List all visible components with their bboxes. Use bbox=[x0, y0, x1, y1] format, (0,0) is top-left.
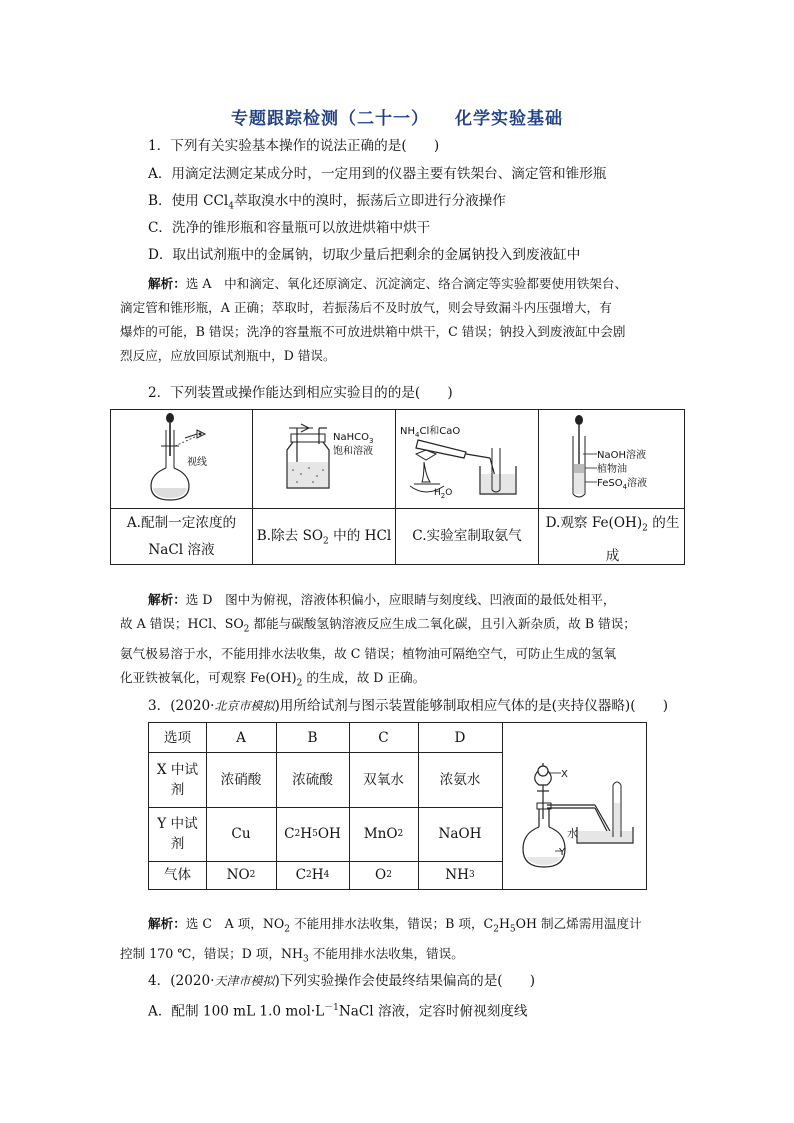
q3-row-gas-label: 气体 bbox=[163, 867, 192, 883]
q2-explanation: 解析：选 D 图中为俯视，溶液体积偏小，应眼睛与刻度线、凹液面的最低处相平， 故 A 错误；HCl、$SO_2$ 都能与碳酸氢钠溶液反应生成二氧化碳，且引入新杂质，故 B 错误； 氨气极易溶于水，不能用排水法收集，故 C 错误；植物油可隔绝空气，可防止生成的氢氧 化亚铁被氧化，可观察 $Fe(OH)_2$ 的生成，故 D 正确。 bbox=[120, 592, 636, 689]
figure-c-ammonia-setup bbox=[396, 410, 538, 508]
q3-cell-y-d: NaOH bbox=[438, 826, 482, 842]
q1-explanation: 解析：选 A 中和滴定、氧化还原滴定、沉淀滴定、络合滴定等实验都要使用铁架台、 滴定管和锥形瓶，A 正确；萃取时，若振荡后不及时放气，则会导致漏斗内压强增大，有 爆炸的可能，B 错误；洗净的容量瓶不可放进烘箱中烘干，C 错误；钠投入到废液缸中会剧 烈反应，应放回原试剂瓶中，D 错误。 bbox=[120, 276, 628, 363]
q2-stem: 2．下列装置或操作能达到相应实验目的的是( ) bbox=[148, 385, 453, 401]
q3-fig-label-x: X bbox=[561, 769, 568, 780]
q3-table bbox=[148, 722, 647, 890]
q3-cell-gas-a: NO 2 bbox=[226, 867, 256, 883]
q1-option-a: A．用滴定法测定某成分时，一定用到的仪器主要有铁架台、滴定管和锥形瓶 bbox=[148, 166, 607, 182]
q3-cell-gas-c: O 2 bbox=[375, 867, 392, 883]
figure-b-label-saturated: 饱和溶液 bbox=[333, 446, 373, 457]
q3-cell-gas-b: C 2 H 4 bbox=[295, 867, 330, 883]
q2-caption-c: C.实验室制取氨气 bbox=[412, 528, 522, 544]
q2-caption-d: D.观察 $Fe(OH)_2$ 的生 成 bbox=[545, 515, 680, 564]
figure-b-label-nahco3: NaHCO$_3$ bbox=[333, 432, 374, 445]
q3-header-c: C bbox=[378, 729, 389, 746]
q3-apparatus-figure bbox=[503, 723, 646, 889]
figure-b-wash-bottle bbox=[253, 410, 395, 508]
q3-cell-x-a: 浓硝酸 bbox=[220, 771, 262, 788]
title-main: 专题跟踪检测（二十一） bbox=[231, 109, 429, 129]
q3-explanation: 解析：选 C A 项，$NO_2$ 不能用排水法收集，错误；B 项，$C_2H_5OH$ 制乙烯需用温度计 控制 170 ℃，错误；D 项，$NH_3$ 不能用排水法收集，错误。 bbox=[120, 916, 642, 965]
q3-cell-x-c: 双氧水 bbox=[363, 771, 404, 788]
q3-fig-label-water: 水 bbox=[567, 827, 578, 840]
q2-figure-table bbox=[110, 409, 685, 565]
q4-stem: 4．(2020·天津市模拟)下列实验操作会使最终结果偏高的是( ) bbox=[148, 973, 536, 989]
q2-caption-a: A.配制一定浓度的 NaCl 溶液 bbox=[126, 515, 237, 558]
figure-a-volumetric-flask bbox=[111, 410, 252, 508]
figure-d-label-feso4: FeSO$_4$溶液 bbox=[597, 478, 648, 491]
q1-option-d: D．取出试剂瓶中的金属钠，切取少量后把剩余的金属钠投入到废液缸中 bbox=[148, 247, 581, 263]
q4-option-a: A．配制 100 mL 1.0 $mol\cdot L^{-1}NaCl$ 溶液，定容时俯视刻度线 bbox=[148, 1003, 528, 1020]
q3-fig-label-y: Y bbox=[559, 847, 566, 858]
figure-c-label-reagents: $NH_4Cl$和CaO bbox=[400, 426, 461, 439]
q1-stem: 1．下列有关实验基本操作的说法正确的是( ) bbox=[148, 138, 440, 154]
q3-header-b: B bbox=[307, 729, 318, 746]
figure-a-label-sight: 视线 bbox=[187, 457, 207, 468]
q3-row-y-label: Y 中试 剂 bbox=[157, 816, 198, 852]
q3-cell-y-b: C 2 H 5 OH bbox=[284, 826, 341, 842]
q1-option-b: B．使用 CCl$_4$萃取溴水中的溴时，振荡后立即进行分液操作 bbox=[148, 193, 506, 212]
q3-header-d: D bbox=[454, 729, 466, 746]
title-sub: 化学实验基础 bbox=[455, 109, 563, 129]
figure-d-test-tube bbox=[539, 410, 686, 508]
q2-caption-b: B.除去 $SO_2$ 中的 HCl bbox=[256, 528, 392, 547]
figure-c-label-water: $H_2O$ bbox=[434, 488, 453, 500]
q3-cell-y-a: Cu bbox=[231, 826, 251, 842]
page-title bbox=[0, 104, 794, 129]
q3-header-option: 选项 bbox=[163, 729, 192, 746]
q3-cell-x-b: 浓硫酸 bbox=[292, 771, 333, 788]
q1-option-c: C．洗净的锥形瓶和容量瓶可以放进烘箱中烘干 bbox=[148, 220, 431, 236]
q3-header-a: A bbox=[236, 729, 246, 746]
q3-stem: 3．(2020·北京市模拟)用所给试剂与图示装置能够制取相应气体的是(夹持仪器略)( ) bbox=[148, 698, 669, 714]
q3-cell-gas-d: NH 3 bbox=[445, 867, 475, 883]
q3-cell-y-c: MnO 2 bbox=[363, 826, 404, 842]
figure-d-label-oil: 植物油 bbox=[597, 464, 627, 475]
figure-d-label-naoh: NaOH溶液 bbox=[597, 450, 646, 461]
q3-cell-x-d: 浓氨水 bbox=[439, 771, 481, 788]
q3-row-x-label: X 中试 剂 bbox=[156, 761, 199, 798]
